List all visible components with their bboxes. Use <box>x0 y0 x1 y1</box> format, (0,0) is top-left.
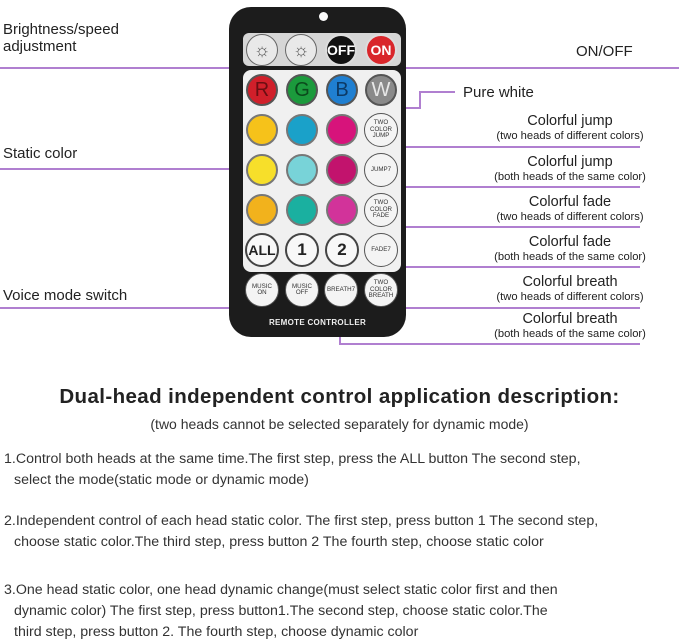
blue-button[interactable]: B <box>326 74 358 106</box>
static-color-button[interactable] <box>286 194 318 226</box>
brightness-label-line-1: Brightness/speed <box>3 21 119 38</box>
two-color-fade-button[interactable] <box>364 193 398 227</box>
button-text <box>370 120 392 140</box>
brightness-up-button[interactable] <box>246 34 278 66</box>
colorful-breath-same-label <box>460 311 679 341</box>
static-color-button[interactable] <box>246 194 278 226</box>
static-color-button[interactable] <box>326 194 358 226</box>
button-text-line: COLOR <box>369 125 392 133</box>
button-text-line: BREATH <box>368 292 394 300</box>
label-sub: (two heads of different colors) <box>496 129 644 142</box>
description-title: Dual-head independent control application description: <box>59 385 620 408</box>
button-text-line: TWO <box>373 199 389 207</box>
step-2 <box>4 511 676 553</box>
music-on-button[interactable] <box>245 273 279 307</box>
button-text <box>252 284 272 297</box>
colorful-fade-same-label <box>460 234 679 264</box>
brightness-label-line-2: adjustment <box>3 38 77 56</box>
two-color-jump-button[interactable] <box>364 113 398 147</box>
step-text: 1.Control both heads at the same time.The first step, press the ALL button The second step, <box>4 451 581 467</box>
static-color-button[interactable] <box>326 154 358 186</box>
label-main: Colorful breath <box>522 311 618 327</box>
label-main: Colorful fade <box>528 234 612 250</box>
off-button[interactable]: OFF <box>325 34 357 66</box>
step-text: choose static color.The third step, press button 2 The fourth step, choose static color <box>14 534 544 550</box>
head-2-button[interactable]: 2 <box>325 233 359 267</box>
static-color-button[interactable] <box>246 114 278 146</box>
sun-icon: ☼ <box>253 39 271 60</box>
button-text-line: OFF <box>295 289 309 296</box>
button-text <box>370 200 392 220</box>
brightness-down-button[interactable] <box>285 34 317 66</box>
colorful-jump-same-label <box>460 154 679 184</box>
remote-controller-label: REMOTE CONTROLLER <box>268 318 367 327</box>
label-main: Colorful jump <box>527 113 613 129</box>
button-text-line: MUSIC <box>252 282 272 290</box>
label-sub: (both heads of the same color) <box>494 250 646 263</box>
static-color-button[interactable] <box>326 114 358 146</box>
sun-icon: ☼ <box>292 39 310 60</box>
label-main: Colorful breath <box>522 274 618 290</box>
colorful-fade-two-label <box>460 194 679 224</box>
colorful-jump-two-label <box>460 113 679 143</box>
red-button[interactable]: R <box>246 74 278 106</box>
step-text: select the mode(static mode or dynamic mode) <box>14 472 309 488</box>
head-1-button[interactable]: 1 <box>285 233 319 267</box>
onoff-label: ON/OFF <box>576 43 633 60</box>
label-sub: (two heads of different colors) <box>496 210 644 223</box>
breath7-button[interactable]: BREATH7 <box>324 273 358 307</box>
button-text-line: ON <box>257 289 267 296</box>
button-text-line: TWO <box>373 119 389 127</box>
button-text <box>292 284 312 297</box>
static-color-button[interactable] <box>286 114 318 146</box>
step-text: 2.Independent control of each head static color. The first step, press button 1 The second step, <box>4 513 599 529</box>
label-sub: (both heads of the same color) <box>494 327 646 340</box>
button-text-line: MUSIC <box>292 282 312 290</box>
label-sub: (two heads of different colors) <box>496 290 644 303</box>
button-text-line: FADE <box>372 212 390 220</box>
white-button[interactable]: W <box>365 74 397 106</box>
static-color-label: Static color <box>3 145 78 162</box>
green-button[interactable]: G <box>286 74 318 106</box>
button-text <box>369 280 394 300</box>
fade7-button[interactable]: FADE7 <box>364 233 398 267</box>
button-text-line: COLOR <box>369 285 392 293</box>
step-text: third step, press button 2. The fourth step, choose dynamic color <box>14 624 419 640</box>
step-1 <box>4 449 676 491</box>
step-3 <box>4 580 676 643</box>
step-text: 3.One head static color, one head dynamic change(must select static color first and then <box>4 582 558 598</box>
label-main: Colorful jump <box>527 154 613 170</box>
button-text-line: JUMP <box>372 132 390 140</box>
label-sub: (both heads of the same color) <box>494 170 646 183</box>
voice-mode-label: Voice mode switch <box>3 287 128 304</box>
button-text-line: COLOR <box>369 205 392 213</box>
description-subtitle: (two heads cannot be selected separately for dynamic mode) <box>150 416 529 432</box>
label-main: Colorful fade <box>528 194 612 210</box>
button-text-line: TWO <box>373 279 389 287</box>
ir-emitter <box>319 12 328 21</box>
music-off-button[interactable] <box>285 273 319 307</box>
pure-white-line <box>400 92 455 108</box>
step-text: dynamic color) The first step, press button1.The second step, choose static color.The <box>14 603 548 619</box>
static-color-button[interactable] <box>286 154 318 186</box>
on-button[interactable]: ON <box>365 34 397 66</box>
brightness-label <box>3 21 119 56</box>
colorful-breath-two-label <box>460 274 679 304</box>
static-color-button[interactable] <box>246 154 278 186</box>
two-color-breath-button[interactable] <box>364 273 398 307</box>
jump7-button[interactable]: JUMP7 <box>364 153 398 187</box>
pure-white-label: Pure white <box>463 84 534 101</box>
all-button[interactable]: ALL <box>245 233 279 267</box>
